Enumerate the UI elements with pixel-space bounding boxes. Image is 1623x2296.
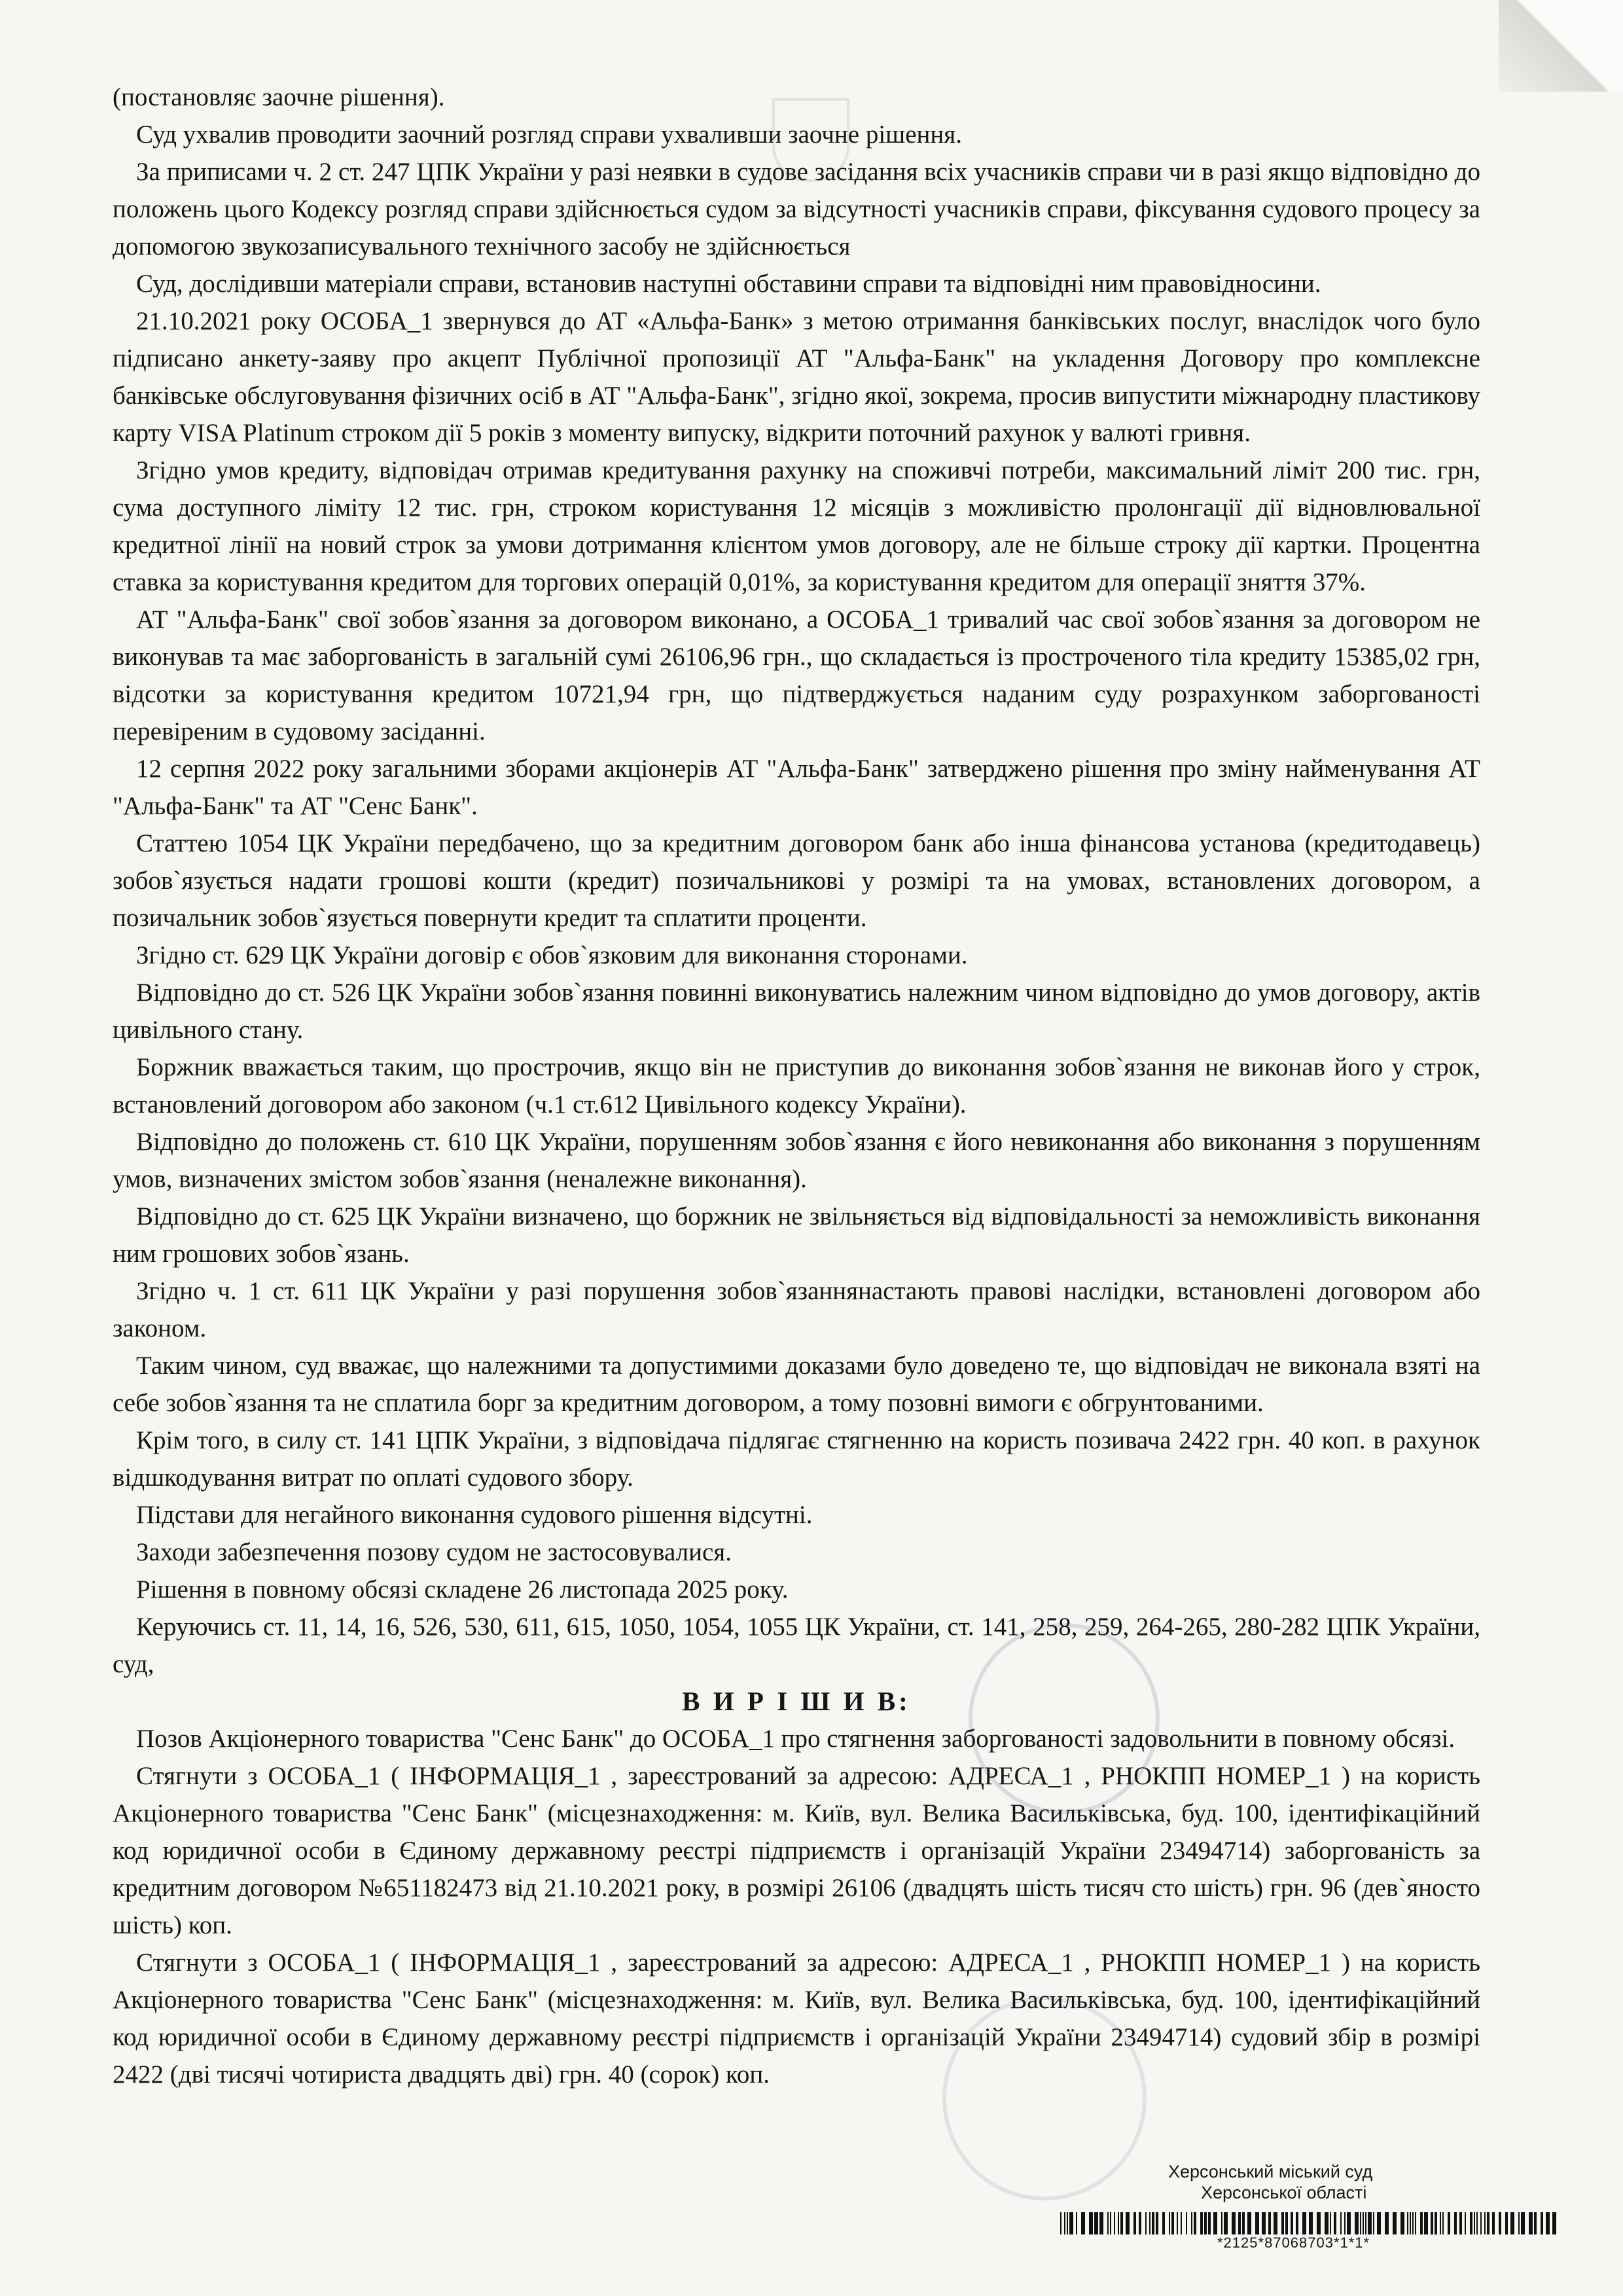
paragraph: Таким чином, суд вважає, що належними та допустимими доказами було доведено те, що відповідач не виконала взяті на себе зобов`язання та не сплатила борг за кредитним договором, а тому позовні вимоги є обгрунтованими. bbox=[113, 1352, 1480, 1417]
paragraph: 21.10.2021 року ОСОБА_1 звернувся до АТ «Альфа-Банк» з метою отримання банківських послуг, внаслідок чого було підписано анкету-заяву про акцепт Публічної пропозиції АТ "Альфа-Банк" на укладення Договору про комплексне банківське обслуговування фізичних осіб в АТ "Альфа-Банк", згідно якої, зокрема, просив випустити міжнародну пластикову карту VISA Platinum строком дії 5 років з моменту випуску, відкрити поточний рахунок у валюті гривня. bbox=[113, 307, 1480, 447]
barcode-bar bbox=[1156, 2212, 1158, 2234]
barcode-bar bbox=[1171, 2212, 1174, 2234]
barcode-bar bbox=[1541, 2212, 1543, 2234]
barcode-bar bbox=[1291, 2212, 1293, 2234]
barcode-caption: *2125*87068703*1*1* bbox=[1217, 2234, 1370, 2251]
barcode-bar bbox=[1204, 2212, 1207, 2234]
barcode-bar bbox=[1435, 2212, 1437, 2234]
barcode-bar bbox=[1476, 2212, 1478, 2234]
barcode-bar bbox=[1118, 2212, 1119, 2234]
barcode-bar bbox=[1120, 2212, 1123, 2234]
court-region: Херсонської області bbox=[1201, 2183, 1367, 2202]
barcode-bar bbox=[1302, 2212, 1306, 2234]
barcode-bar bbox=[1281, 2212, 1284, 2234]
barcode-bar bbox=[1238, 2212, 1241, 2234]
barcode-bar bbox=[1393, 2212, 1397, 2234]
barcode-bar bbox=[1510, 2212, 1514, 2234]
barcode-bar bbox=[1470, 2212, 1472, 2234]
barcode-bar bbox=[1420, 2212, 1423, 2234]
barcode-bar bbox=[1518, 2212, 1520, 2234]
paragraph: Заходи забезпечення позову судом не застосовувалися. bbox=[136, 1538, 732, 1566]
barcode-bar bbox=[1442, 2212, 1444, 2234]
paragraph: Стягнути з ОСОБА_1 ( ІНФОРМАЦІЯ_1 , зареєстрований за адресою: АДРЕСА_1 , РНОКПП НОМЕР_1 ) на користь Акціонерного товариства "Сенс Банк" (місцезнаходження: м. Київ, вул. Велика Васильківська, буд. 100, ідентифікаційний код юридичної особи в Єдиному державному реєстрі підприємств і організацій України 23494714) заборгованість за кредитним договором №651182473 від 21.10.2021 року, в розмірі 26106 (двадцять шість тисяч сто шість) грн. 96 (дев`яносто шість) коп. bbox=[113, 1762, 1480, 1939]
barcode-bar bbox=[1191, 2212, 1192, 2234]
barcode-bar bbox=[1440, 2212, 1441, 2234]
barcode-bar bbox=[1424, 2212, 1428, 2234]
paragraph: Суд ухвалив проводити заочний розгляд справи ухваливши заочне рішення. bbox=[136, 120, 962, 149]
barcode-bar bbox=[1067, 2212, 1068, 2234]
barcode-bar bbox=[1529, 2212, 1533, 2234]
barcode-bar bbox=[1110, 2212, 1111, 2234]
barcode-bar bbox=[1340, 2212, 1342, 2234]
paragraph: Відповідно до ст. 526 ЦК України зобов`язання повинні виконуватись належним чином відповідно до умов договору, актів цивільного стану. bbox=[113, 978, 1480, 1044]
barcode-bar bbox=[1317, 2212, 1321, 2234]
barcode-bar bbox=[1089, 2212, 1093, 2234]
document-body bbox=[113, 79, 1480, 2093]
barcode-bar bbox=[1145, 2212, 1147, 2234]
barcode-bar bbox=[1208, 2212, 1211, 2234]
barcode-bar bbox=[1534, 2212, 1537, 2234]
barcode-bar bbox=[1521, 2212, 1525, 2234]
barcode-bar bbox=[1309, 2212, 1313, 2234]
barcode-bar bbox=[1368, 2212, 1372, 2234]
paragraph: 12 серпня 2022 року загальними зборами акціонерів АТ "Альфа-Банк" затверджено рішення про зміну найменування АТ "Альфа-Банк" та АТ "Сенс Банк". bbox=[113, 755, 1480, 820]
barcode-bar bbox=[1139, 2212, 1141, 2234]
barcode-bar bbox=[1474, 2212, 1475, 2234]
barcode-bar bbox=[1213, 2212, 1217, 2234]
barcode-bar bbox=[1107, 2212, 1109, 2234]
barcode-bar bbox=[1152, 2212, 1154, 2234]
paragraph: Підстави для негайного виконання судового рішення відсутні. bbox=[136, 1501, 813, 1529]
barcode-bar bbox=[1268, 2212, 1271, 2234]
barcode-bar bbox=[1400, 2212, 1404, 2234]
paragraph: Керуючись ст. 11, 14, 16, 526, 530, 611, 615, 1050, 1054, 1055 ЦК України, ст. 141, 258, 259, 264-265, 280-282 ЦПК України, суд, bbox=[113, 1613, 1480, 1678]
verdict-heading: В И Р І Ш И В: bbox=[682, 1686, 911, 1716]
barcode-bar bbox=[1126, 2212, 1130, 2234]
barcode-bar bbox=[1094, 2212, 1098, 2234]
barcode-bar bbox=[1487, 2212, 1489, 2234]
barcode-bar bbox=[1181, 2212, 1182, 2234]
barcode-bar bbox=[1194, 2212, 1196, 2234]
barcode-bar bbox=[1552, 2212, 1556, 2234]
barcode-bar bbox=[1412, 2212, 1414, 2234]
barcode-bar bbox=[1162, 2212, 1165, 2234]
barcode-bar bbox=[1114, 2212, 1115, 2234]
barcode-bar bbox=[1407, 2212, 1408, 2234]
paragraph: Крім того, в силу ст. 141 ЦПК України, з відповідача підлягає стягненню на користь позивача 2422 грн. 40 коп. в рахунок відшкодування витрат по оплаті судового збору. bbox=[113, 1426, 1480, 1492]
barcode-bar bbox=[1484, 2212, 1486, 2234]
barcode-bar bbox=[1224, 2212, 1228, 2234]
barcode-bar bbox=[1355, 2212, 1359, 2234]
barcode-bar bbox=[1546, 2212, 1550, 2234]
paragraph: Згідно ч. 1 ст. 611 ЦК України у разі порушення зобов`язаннянастають правові наслідки, встановлені договором або законом. bbox=[113, 1277, 1480, 1342]
paragraph: Згідно умов кредиту, відповідач отримав кредитування рахунку на споживчі потреби, максимальний ліміт 200 тис. грн, сума доступного ліміту 12 тис. грн, строком користування 12 місяців з можливістю пролонгації дії відновлювальної кредитної лінії на новий строк за умови дотримання клієнтом умов договору, але не більше строку дії картки. Процентна ставка за користування кредитом для торгових операцій 0,01%, за користування кредитом для операції зняття 37%. bbox=[113, 456, 1480, 596]
barcode-bar bbox=[1133, 2212, 1136, 2234]
barcode-bar bbox=[1465, 2212, 1466, 2234]
paragraph: Згідно ст. 629 ЦК України договір є обов`язковим для виконання сторонами. bbox=[136, 941, 968, 969]
barcode-bar bbox=[1081, 2212, 1085, 2234]
barcode-bar bbox=[1505, 2212, 1508, 2234]
paragraph: Позов Акціонерного товариства "Сенс Банк" до ОСОБА_1 про стягнення заборгованості задовольнити в повному обсязі. bbox=[136, 1725, 1455, 1753]
barcode-bar bbox=[1200, 2212, 1203, 2234]
barcode-bar bbox=[1431, 2212, 1433, 2234]
barcode-bar bbox=[1377, 2212, 1381, 2234]
paragraph: Стягнути з ОСОБА_1 ( ІНФОРМАЦІЯ_1 , зареєстрований за адресою: АДРЕСА_1 , РНОКПП НОМЕР_1 ) на користь Акціонерного товариства "Сенс Банк" (місцезнаходження: м. Київ, вул. Велика Васильківська, буд. 100, ідентифікаційний код юридичної особи в Єдиному державному реєстрі підприємств і організацій України 23494714) судовий збір в розмірі 2422 (дві тисячі чотириста двадцять дві) грн. 40 (сорок) коп. bbox=[113, 1948, 1480, 2089]
paragraph: АТ "Альфа-Банк" свої зобов`язання за договором виконано, а ОСОБА_1 тривалий час свої зобов`язання за договором не виконував та має заборгованість в загальній сумі 26106,96 грн., що складається із простроченого тіла кредиту 15385,02 грн, відсотки за користування кредитом 10721,94 грн, що підтверджується наданим суду розрахунком заборгованості перевіреним в судовому засіданні. bbox=[113, 605, 1480, 745]
paragraph: Відповідно до положень ст. 610 ЦК України, порушенням зобов`язання є його невиконання або виконання з порушенням умов, визначених змістом зобов`язання (неналежне виконання). bbox=[113, 1128, 1480, 1193]
paragraph: Рішення в повному обсязі складене 26 листопада 2025 року. bbox=[136, 1575, 789, 1604]
paragraph: Боржник вважається таким, що прострочив, якщо він не приступив до виконання зобов`язання не виконав його у строк, встановлений договором або законом (ч.1 ст.612 Цивільного кодексу України). bbox=[113, 1053, 1480, 1119]
court-name: Херсонський міський суд bbox=[1168, 2162, 1373, 2181]
barcode-bar bbox=[1186, 2212, 1187, 2234]
barcode bbox=[1060, 2212, 1558, 2234]
document-footer bbox=[1060, 2161, 1558, 2251]
paragraph: Суд, дослідивши матеріали справи, встановив наступні обставини справи та відповідні ним правовідносини. bbox=[136, 270, 1321, 298]
barcode-bar bbox=[1385, 2212, 1389, 2234]
barcode-bar bbox=[1247, 2212, 1251, 2234]
barcode-bar bbox=[1296, 2212, 1298, 2234]
barcode-bar bbox=[1285, 2212, 1288, 2234]
barcode-bar bbox=[1410, 2212, 1411, 2234]
barcode-bar bbox=[1177, 2212, 1178, 2234]
barcode-bar bbox=[1499, 2212, 1501, 2234]
barcode-bar bbox=[1242, 2212, 1245, 2234]
barcode-bar bbox=[1492, 2212, 1495, 2234]
barcode-bar bbox=[1365, 2212, 1366, 2234]
barcode-bar bbox=[1448, 2212, 1450, 2234]
paragraph: Відповідно до ст. 625 ЦК України визначено, що боржник не звільняється від відповідальності за неможливість виконання ним грошових зобов`язань. bbox=[113, 1202, 1480, 1268]
barcode-bar bbox=[1330, 2212, 1331, 2234]
barcode-bar bbox=[1363, 2212, 1364, 2234]
barcode-bar bbox=[1344, 2212, 1346, 2234]
folded-corner bbox=[1499, 0, 1623, 92]
barcode-bar bbox=[1169, 2212, 1170, 2234]
barcode-bar bbox=[1069, 2212, 1073, 2234]
barcode-bar bbox=[1099, 2212, 1103, 2234]
barcode-bar bbox=[1360, 2212, 1361, 2234]
barcode-bar bbox=[1454, 2212, 1457, 2234]
barcode-bar bbox=[1255, 2212, 1259, 2234]
barcode-bar bbox=[1480, 2212, 1482, 2234]
paragraph: Статтею 1054 ЦК України передбачено, що за кредитним договором банк або інша фінансова установа (кредитодавець) зобов`язується надати грошові кошти (кредит) позичальникові у розмірі та на умовах, встановлених договором, а позичальник зобов`язується повернути кредит та сплатити проценти. bbox=[113, 829, 1480, 932]
barcode-bar bbox=[1334, 2212, 1336, 2234]
barcode-bar bbox=[1149, 2212, 1150, 2234]
barcode-bar bbox=[1274, 2212, 1277, 2234]
barcode-bar bbox=[1076, 2212, 1077, 2234]
barcode-bar bbox=[1459, 2212, 1462, 2234]
paragraph: За приписами ч. 2 ст. 247 ЦПК України у разі неявки в судове засідання всіх учасників справи чи в разі якщо відповідно до положень цього Кодексу розгляд справи здійснюється судом за відсутності учасників справи, фіксування судового процесу за допомогою звукозаписувального технічного засобу не здійснюється bbox=[113, 158, 1480, 260]
barcode-bar bbox=[1262, 2212, 1266, 2234]
barcode-bar bbox=[1232, 2212, 1236, 2234]
paragraph: (постановляє заочне рішення). bbox=[113, 83, 445, 111]
barcode-bar bbox=[1221, 2212, 1222, 2234]
barcode-bar bbox=[1325, 2212, 1329, 2234]
barcode-bar bbox=[1347, 2212, 1351, 2234]
barcode-bar bbox=[1060, 2212, 1061, 2234]
barcode-bar bbox=[1064, 2212, 1065, 2234]
barcode-bar bbox=[1373, 2212, 1374, 2234]
barcode-bar bbox=[1415, 2212, 1416, 2234]
